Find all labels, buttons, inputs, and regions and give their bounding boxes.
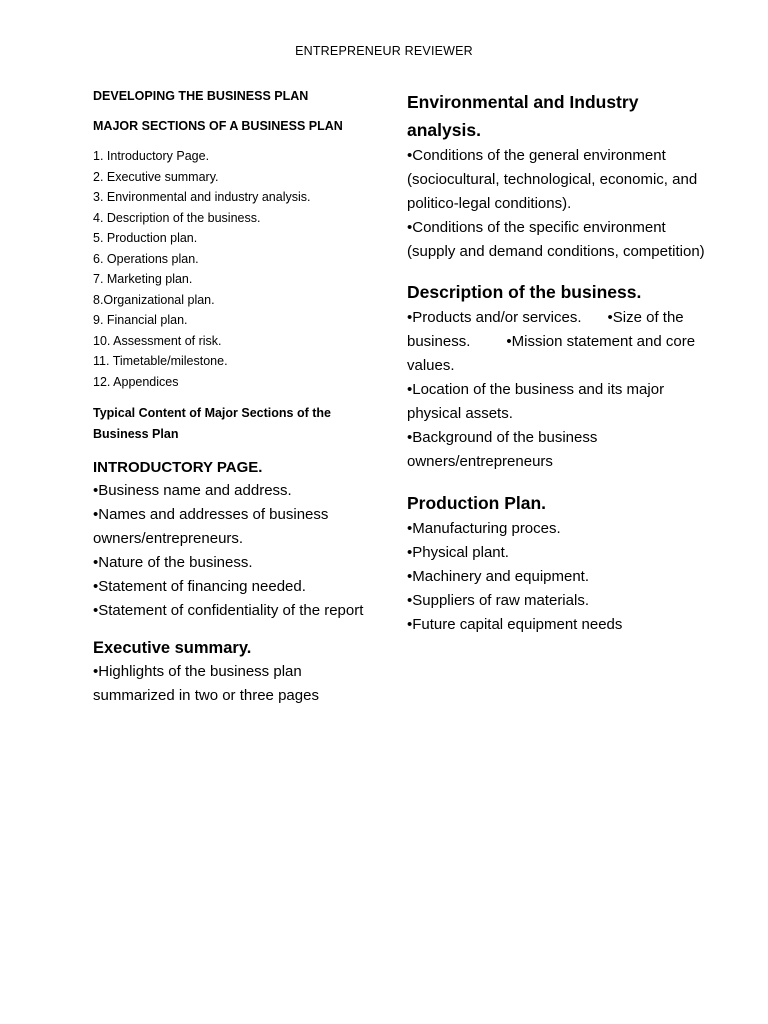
desc-title: Description of the business. [407, 282, 642, 302]
heading-major-sections: MAJOR SECTIONS OF A BUSINESS PLAN [93, 119, 343, 133]
bullet-item: •Machinery and equipment. [407, 568, 590, 585]
bullet-item: •Background of the business owners/entrepreneurs [407, 429, 598, 470]
bullet-item: •Names and addresses of business owners/entrepreneurs. [93, 506, 329, 547]
list-item: 6. Operations plan. [93, 251, 199, 266]
bullet-item: •Highlights of the business plan summarized in two or three pages [93, 663, 319, 704]
bullet-item: •Suppliers of raw materials. [407, 592, 589, 609]
bullet-products: •Products and/or services. [407, 309, 582, 326]
bullet-item: •Conditions of the specific environment (supply and demand conditions, competition) [407, 219, 705, 260]
typical-content-heading [93, 403, 373, 445]
exec-title: Executive summary. [93, 639, 252, 657]
list-item: 3. Environmental and industry analysis. [93, 190, 311, 204]
exec-bullets [93, 660, 373, 708]
intro-bullets [93, 479, 373, 623]
bullet-item-inline [407, 306, 707, 378]
bullet-item: •Location of the business and its major physical assets. [407, 381, 665, 422]
bullet-mission: •Mission statement and core values. [407, 333, 696, 374]
intro-title: INTRODUCTORY PAGE. [93, 459, 263, 476]
left-column [93, 88, 373, 708]
bullet-item: •Future capital equipment needs [407, 616, 623, 633]
prod-title: Production Plan. [407, 493, 547, 513]
heading-developing: DEVELOPING THE BUSINESS PLAN [93, 89, 309, 103]
list-item: 2. Executive summary. [93, 169, 219, 184]
env-bullets [407, 144, 707, 264]
right-column [407, 88, 707, 637]
bullet-item: •Business name and address. [93, 482, 292, 499]
sections-list [93, 146, 373, 392]
page-header: ENTREPRENEUR REVIEWER [295, 44, 473, 58]
list-item: 8.Organizational plan. [93, 292, 215, 307]
desc-bullets [407, 306, 707, 474]
bullet-item: •Statement of financing needed. [93, 578, 306, 595]
bullet-item: •Manufacturing proces. [407, 520, 561, 537]
list-item: 11. Timetable/milestone. [93, 354, 228, 368]
list-item: 5. Production plan. [93, 231, 198, 245]
list-item: 7. Marketing plan. [93, 272, 193, 286]
bullet-item: •Nature of the business. [93, 554, 253, 571]
list-item: 1. Introductory Page. [93, 149, 210, 163]
list-item: 12. Appendices [93, 374, 179, 389]
bullet-item: •Statement of confidentiality of the report [93, 602, 364, 619]
bullet-item: •Physical plant. [407, 544, 509, 561]
list-item: 9. Financial plan. [93, 313, 188, 327]
bullet-size: •Size of the business. [407, 309, 684, 350]
bullet-item: •Conditions of the general environment (sociocultural, technological, economic, and politico-legal conditions). [407, 147, 698, 212]
env-title: Environmental and Industry analysis. [407, 92, 639, 140]
typical-line-2: Business Plan [93, 427, 179, 441]
typical-line-1: Typical Content of Major Sections of the [93, 406, 331, 420]
list-item: 4. Description of the business. [93, 210, 261, 225]
prod-bullets [407, 517, 707, 637]
list-item: 10. Assessment of risk. [93, 333, 222, 348]
